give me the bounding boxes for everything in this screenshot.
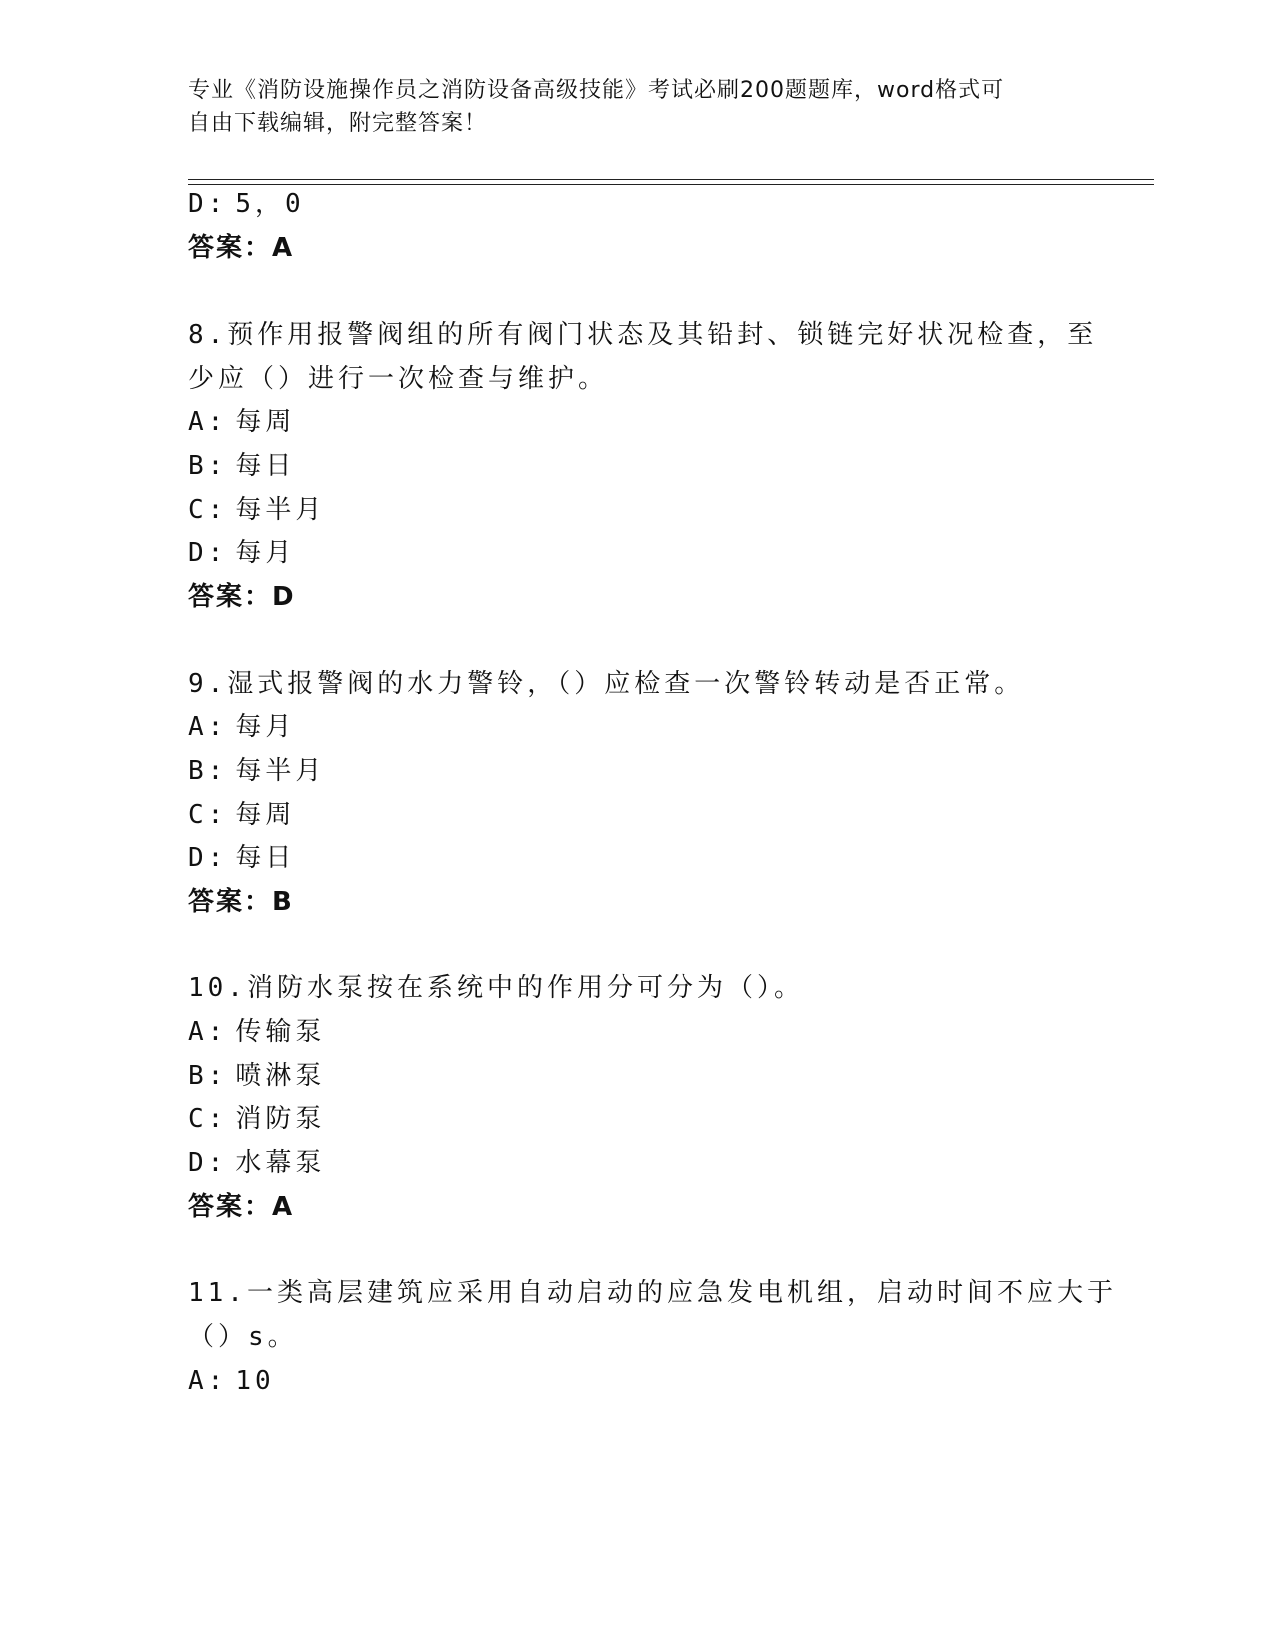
option-text: 水幕泵 [235,1148,326,1178]
header-divider-top [188,179,1154,180]
q11-text-line-1: 11.一类高层建筑应采用自动启动的应急发电机组，启动时间不应大于 [188,1278,1117,1308]
q9-option-a [188,710,295,744]
option-text: 每半月 [235,495,326,525]
option-text: 每半月 [235,756,326,786]
header-line-1: 专业《消防设施操作员之消防设备高级技能》考试必刷200题题库，word格式可 [188,78,1005,103]
q11-option-a [188,1364,275,1398]
q10-option-a [188,1015,325,1049]
q10-option-b [188,1059,325,1093]
q9-option-c [188,798,295,832]
q10-text-line-1: 10.消防水泵按在系统中的作用分可分为（）。 [188,973,804,1003]
option-label: C: [188,800,228,830]
prev-option-d [188,187,305,221]
option-text: 传输泵 [235,1017,326,1047]
option-text: 5，0 [235,189,305,219]
q8-answer: 答案：D [188,582,296,612]
option-label: A: [188,1017,228,1047]
option-label: A: [188,712,228,742]
q11-text-line-2: （）s。 [188,1322,298,1352]
q8-option-a [188,405,295,439]
q10-option-c [188,1102,325,1136]
option-text: 消防泵 [235,1104,326,1134]
q10-option-d [188,1146,325,1180]
option-label: D: [188,538,228,568]
option-label: A: [188,407,228,437]
q9-answer: 答案：B [188,887,294,917]
option-text: 每周 [235,800,296,830]
q8-option-c [188,493,325,527]
q8-option-b [188,449,295,483]
option-label: A: [188,1366,228,1396]
option-text: 喷淋泵 [235,1061,326,1091]
q9-option-b [188,754,325,788]
option-label: D: [188,1148,228,1178]
option-text: 每周 [235,407,296,437]
option-text: 每日 [235,451,296,481]
option-label: B: [188,1061,228,1091]
q8-option-d [188,536,295,570]
option-label: D: [188,843,228,873]
option-label: B: [188,451,228,481]
option-text: 每日 [235,843,296,873]
prev-answer: 答案：A [188,233,295,263]
q8-text-line-2: 少应（）进行一次检查与维护。 [188,364,609,394]
option-text: 每月 [235,538,296,568]
q8-text-line-1: 8.预作用报警阀组的所有阀门状态及其铅封、锁链完好状况检查，至 [188,320,1098,350]
header-line-2: 自由下载编辑，附完整答案！ [188,111,488,136]
option-text: 10 [235,1366,275,1396]
q9-option-d [188,841,295,875]
option-label: C: [188,495,228,525]
document-header [188,74,1088,140]
option-label: C: [188,1104,228,1134]
option-label: B: [188,756,228,786]
option-label: D: [188,189,228,219]
header-divider-bottom [188,184,1154,185]
q9-text-line-1: 9.湿式报警阀的水力警铃，（）应检查一次警铃转动是否正常。 [188,669,1025,699]
option-text: 每月 [235,712,296,742]
q10-answer: 答案：A [188,1192,295,1222]
